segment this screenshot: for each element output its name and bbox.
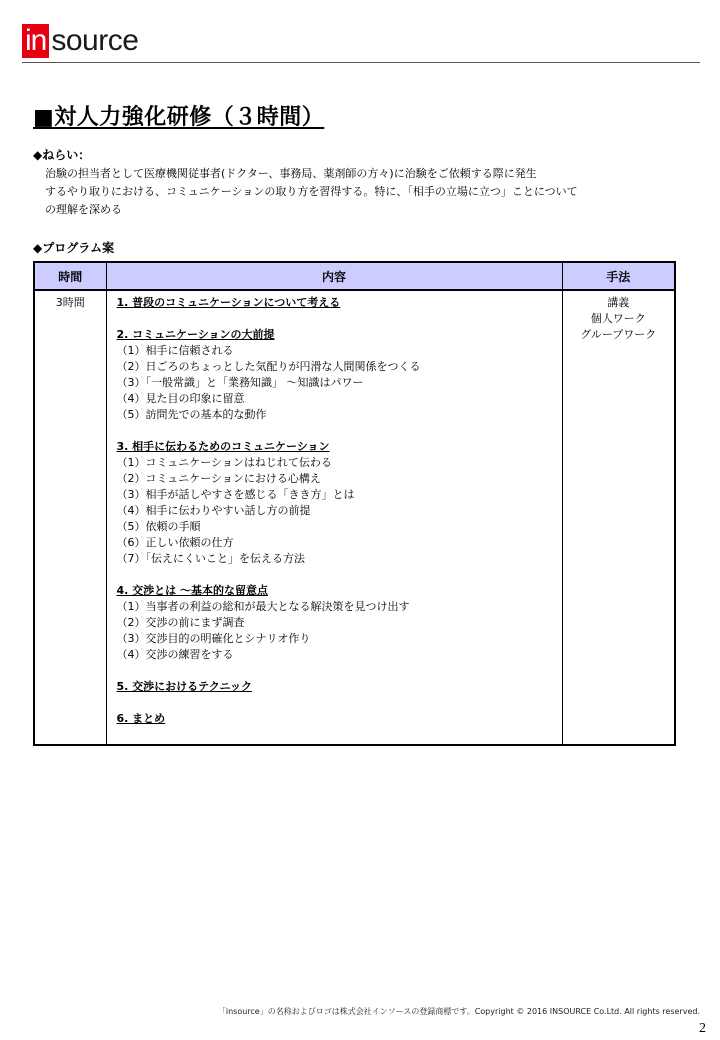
insource-logo: [22, 24, 138, 58]
method-item: 個人ワーク: [590, 312, 646, 325]
table-header-row: [34, 262, 675, 290]
block-title: 2. コミュニケーションの大前提: [116, 328, 275, 341]
program-block-5: [117, 679, 556, 695]
block-item: （7）「伝えにくいこと」を伝える方法: [116, 552, 305, 565]
block-title: 1. 普段のコミュニケーションについて考える: [116, 296, 341, 309]
content-cell: [106, 290, 562, 745]
header-time: 時間: [34, 262, 106, 290]
header-method: 手法: [562, 262, 675, 290]
aim-line: の理解を深める: [45, 203, 122, 216]
program-block-2: [117, 327, 556, 423]
page-title: ■対人力強化研修（３時間）: [33, 105, 325, 130]
block-item: （2）コミュニケーションにおける心構え: [116, 472, 321, 485]
method-item: グループワーク: [580, 328, 657, 341]
method-cell: [562, 290, 675, 745]
aim-line: するやり取りにおける、コミュニケーションの取り方を習得する。特に、「相手の立場に立つ」ことについて: [45, 185, 578, 198]
program-block-4: [117, 583, 556, 663]
block-title: 5. 交渉におけるテクニック: [116, 680, 253, 693]
block-title: 3. 相手に伝わるためのコミュニケーション: [116, 440, 330, 453]
logo-wordmark: source: [51, 24, 139, 57]
block-item: （3）相手が話しやすさを感じる「きき方」とは: [116, 488, 355, 501]
aim-line: 治験の担当者として医療機関従事者(ドクター、事務局、薬剤師の方々)に治験をご依頼する際に発生: [45, 167, 537, 180]
time-cell: 3時間: [34, 290, 106, 745]
block-item: （1）相手に信頼される: [116, 344, 234, 357]
copyright-footer: 「insource」の名称およびロゴは株式会社インソースの登録商標です。Copyright © 2016 INSOURCE Co.Ltd. All rights reserved.: [217, 1007, 700, 1016]
block-item: （1）当事者の利益の総和が最大となる解決策を見つけ出す: [116, 600, 410, 613]
block-item: （5）依頼の手順: [116, 520, 201, 533]
program-block-6: [117, 711, 556, 727]
aim-heading: ◆ねらい：: [33, 148, 91, 162]
block-item: （2）交渉の前にまず調査: [116, 616, 245, 629]
program-heading: ◆プログラム案: [33, 241, 115, 255]
block-item: （3）「一般常識」と「業務知識」 ～知識はパワー: [116, 376, 364, 389]
header-divider: [22, 62, 700, 63]
program-table: [33, 261, 676, 746]
table-row: [34, 290, 675, 745]
block-item: （6）正しい依頼の仕方: [116, 536, 234, 549]
block-item: （3）交渉目的の明確化とシナリオ作り: [116, 632, 311, 645]
program-block-1: [117, 295, 556, 311]
block-item: （2）日ごろのちょっとした気配りが円滑な人間関係をつくる: [116, 360, 421, 373]
program-block-3: [117, 439, 556, 567]
block-item: （4）見た目の印象に留意: [116, 392, 245, 405]
block-item: （5）訪問先での基本的な動作: [116, 408, 267, 421]
block-item: （4）交渉の練習をする: [116, 648, 234, 661]
block-item: （4）相手に伝わりやすい話し方の前提: [116, 504, 311, 517]
header-content: 内容: [106, 262, 562, 290]
block-title: 4. 交渉とは ～基本的な留意点: [116, 584, 268, 597]
method-item: 講義: [607, 296, 630, 309]
block-title: 6. まとめ: [116, 712, 166, 725]
logo-in-mark: in: [22, 24, 49, 58]
page-number: 2: [699, 1021, 706, 1036]
block-item: （1）コミュニケーションはねじれて伝わる: [116, 456, 332, 469]
aim-text: [45, 165, 645, 219]
